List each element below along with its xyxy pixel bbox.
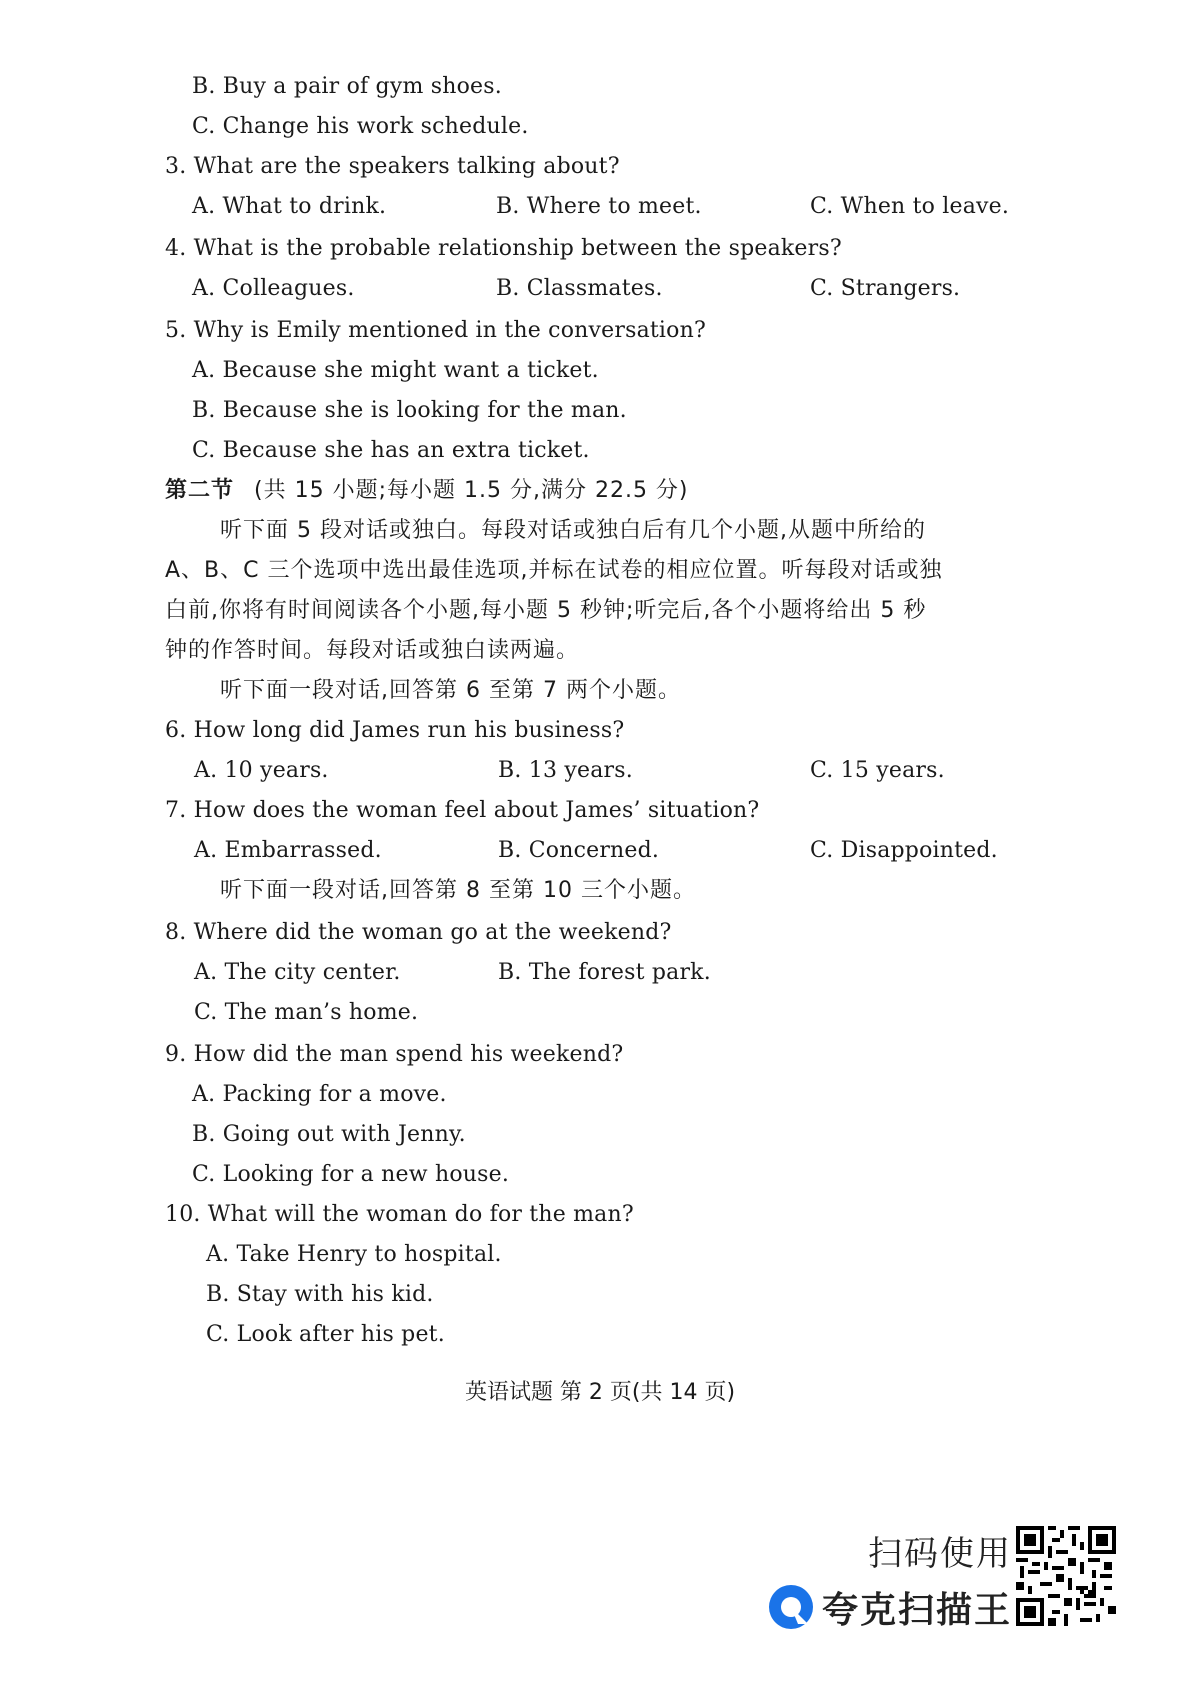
q5-option-b: B. Because she is looking for the man. bbox=[192, 398, 627, 423]
dialog-intro: 听下面一段对话,回答第 6 至第 7 两个小题。 bbox=[220, 678, 681, 703]
dialog-intro: 听下面一段对话,回答第 8 至第 10 三个小题。 bbox=[220, 878, 696, 903]
q9-option-b: B. Going out with Jenny. bbox=[192, 1122, 466, 1147]
instruction-line: 听下面 5 段对话或独白。每段对话或独白后有几个小题,从题中所给的 bbox=[220, 518, 926, 543]
q4-option-a: A. Colleagues. bbox=[192, 276, 355, 301]
q6-option-b: B. 13 years. bbox=[498, 758, 633, 783]
q10-option-a: A. Take Henry to hospital. bbox=[206, 1242, 502, 1267]
q3-option-c: C. When to leave. bbox=[810, 194, 1010, 219]
q5-option-a: A. Because she might want a ticket. bbox=[192, 358, 599, 383]
instruction-line: 白前,你将有时间阅读各个小题,每小题 5 秒钟;听完后,各个小题将给出 5 秒 bbox=[165, 598, 927, 623]
scanner-brand-text: 夸克扫描王 bbox=[822, 1590, 1013, 1631]
section-title: 第二节 bbox=[165, 478, 235, 503]
q3-option-a: A. What to drink. bbox=[192, 194, 387, 219]
q7-option-a: A. Embarrassed. bbox=[194, 838, 382, 863]
section-scoring: (共 15 小题;每小题 1.5 分,满分 22.5 分) bbox=[254, 478, 689, 503]
q7-option-b: B. Concerned. bbox=[498, 838, 660, 863]
q6-question: 6. How long did James run his business? bbox=[165, 718, 625, 743]
q4-option-b: B. Classmates. bbox=[496, 276, 663, 301]
q2-option-b: B. Buy a pair of gym shoes. bbox=[192, 74, 502, 99]
q6-option-c: C. 15 years. bbox=[810, 758, 945, 783]
q5-question: 5. Why is Emily mentioned in the conversation? bbox=[165, 318, 706, 343]
q8-question: 8. Where did the woman go at the weekend? bbox=[165, 920, 672, 945]
q8-option-a: A. The city center. bbox=[194, 960, 401, 985]
section-heading bbox=[165, 476, 689, 506]
q10-option-b: B. Stay with his kid. bbox=[206, 1282, 434, 1307]
instruction-line: A、B、C 三个选项中选出最佳选项,并标在试卷的相应位置。听每段对话或独 bbox=[165, 558, 943, 583]
q3-option-b: B. Where to meet. bbox=[496, 194, 702, 219]
q9-question: 9. How did the man spend his weekend? bbox=[165, 1042, 624, 1067]
q8-option-b: B. The forest park. bbox=[498, 960, 711, 985]
q9-option-a: A. Packing for a move. bbox=[192, 1082, 447, 1107]
page-footer: 英语试题 第 2 页(共 14 页) bbox=[464, 1380, 736, 1405]
instruction-line: 钟的作答时间。每段对话或独白读两遍。 bbox=[165, 638, 580, 663]
q9-option-c: C. Looking for a new house. bbox=[192, 1162, 510, 1187]
qr-code-icon[interactable] bbox=[1016, 1526, 1116, 1626]
q3-question: 3. What are the speakers talking about? bbox=[165, 154, 620, 179]
q2-option-c: C. Change his work schedule. bbox=[192, 114, 529, 139]
q7-question: 7. How does the woman feel about James’ situation? bbox=[165, 798, 760, 823]
q8-option-c: C. The man’s home. bbox=[194, 1000, 419, 1025]
scan-to-use-text: 扫码使用 bbox=[868, 1534, 1012, 1574]
q10-option-c: C. Look after his pet. bbox=[206, 1322, 445, 1347]
q6-option-a: A. 10 years. bbox=[194, 758, 329, 783]
q4-question: 4. What is the probable relationship between the speakers? bbox=[165, 236, 842, 261]
q10-question: 10. What will the woman do for the man? bbox=[165, 1202, 634, 1227]
quark-logo-icon bbox=[768, 1584, 814, 1630]
q4-option-c: C. Strangers. bbox=[810, 276, 961, 301]
q5-option-c: C. Because she has an extra ticket. bbox=[192, 438, 590, 463]
q7-option-c: C. Disappointed. bbox=[810, 838, 998, 863]
